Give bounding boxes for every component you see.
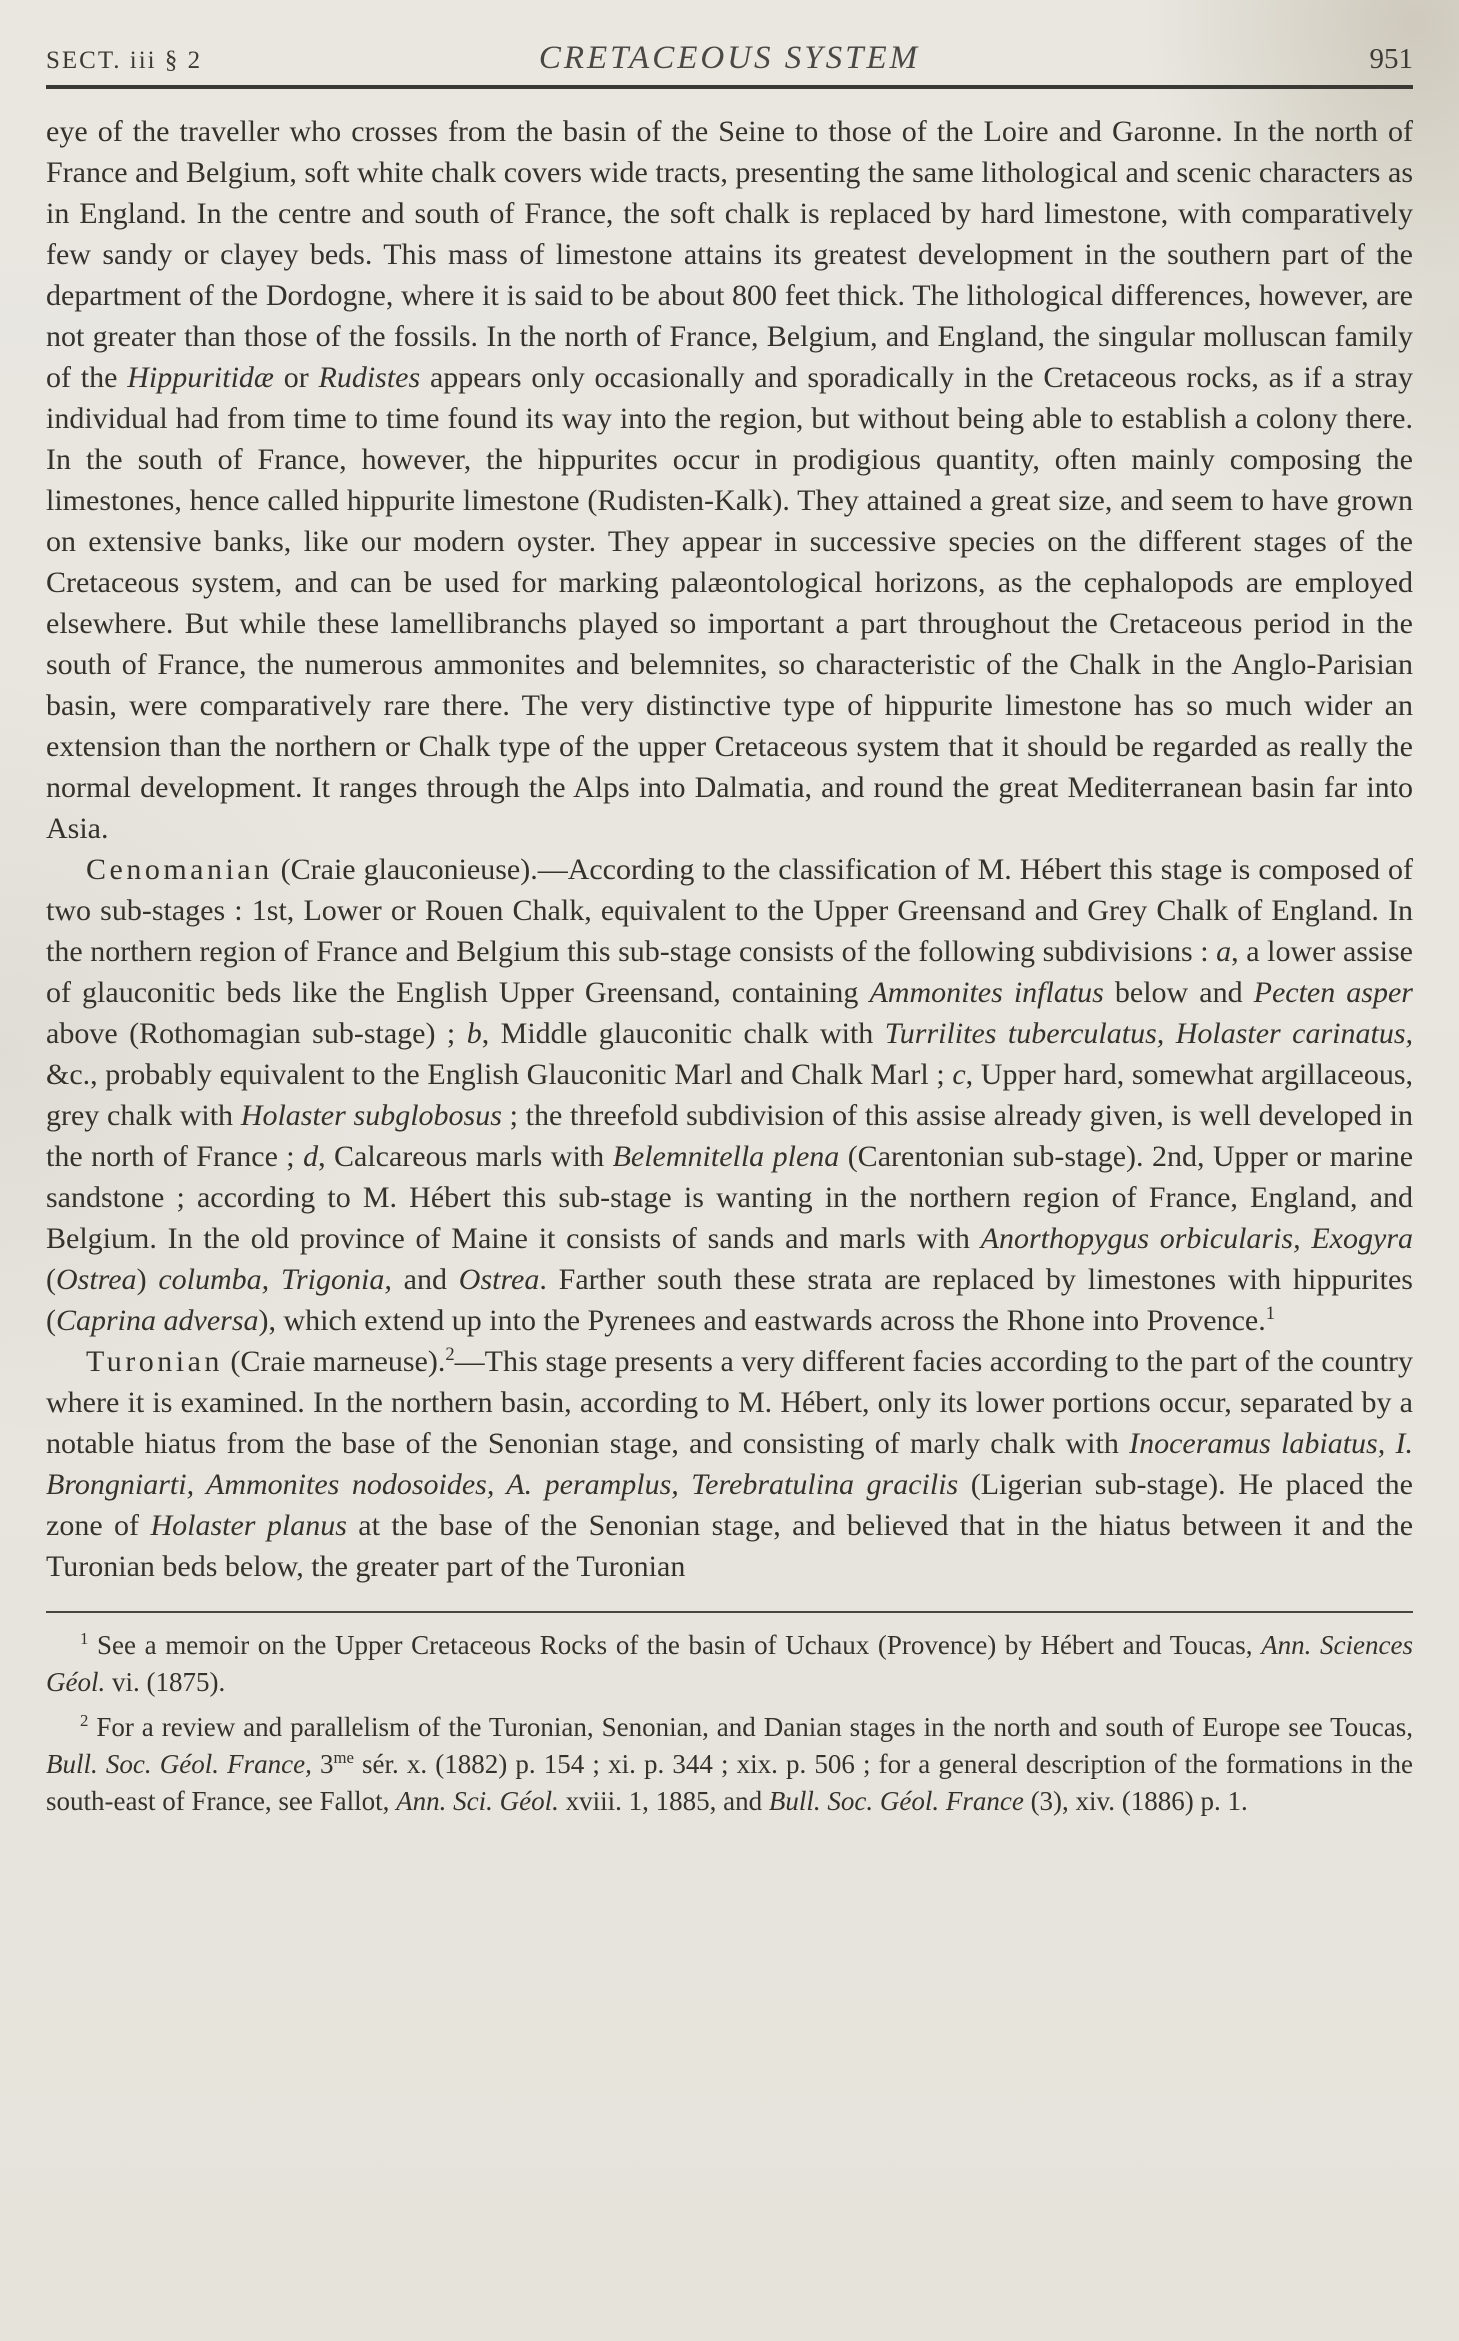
footnote-marker: 1: [1265, 1303, 1276, 1324]
header-rule: [46, 85, 1413, 89]
text-run: Ann. Sciences Géol.: [46, 1630, 1413, 1697]
text-run: eye of the traveller who crosses from the basin of the Seine to those of the Loire and Garonne. In the north of France and Belgium, soft white chalk covers wide tracts, presenting the same lithological and scenic characters as in England. In the centre and south of France, the soft chalk is replaced by hard limestone, with comparatively few sandy or clayey beds. This mass of limestone attains its greatest development in the southern part of the department of the Dordogne, where it is said to be about 800 feet thick. The lithological differences, however, are not greater than those of the fossils. In the north of France, Belgium, and England, the singular molluscan family of the: [46, 115, 1413, 394]
footnote-marker: 2: [445, 1344, 455, 1365]
text-run: above (Rothomagian sub-stage) ;: [46, 1017, 467, 1050]
text-run: Holaster subglobosus: [240, 1099, 502, 1132]
text-run: , Middle glauconitic chalk with: [481, 1017, 885, 1050]
paragraph: [46, 849, 1413, 1341]
text-run: Ostrea: [56, 1263, 137, 1296]
text-run: (Ligerian sub-stage). He placed the zone of: [46, 1468, 1413, 1542]
text-run: , Calcareous marls with: [318, 1140, 613, 1173]
text-run: Caprina adversa: [56, 1304, 259, 1337]
body-text: [46, 111, 1413, 1587]
text-run: Ann. Sci. Géol.: [396, 1786, 559, 1816]
page-header: [46, 40, 1413, 77]
text-run: and: [391, 1263, 459, 1296]
footnote-marker: 2: [80, 1711, 89, 1730]
text-run: (3), xiv. (1886) p. 1.: [1023, 1786, 1248, 1816]
text-run: (: [46, 1263, 56, 1296]
text-run: Ostrea: [458, 1263, 540, 1296]
text-run: Turonian: [86, 1345, 223, 1378]
text-run: vi. (1875).: [105, 1667, 226, 1697]
running-title: CRETACEOUS SYSTEM: [538, 40, 921, 76]
text-run: , a lower assise of glauconitic beds like the English Upper Greensand, containing: [46, 935, 1413, 1009]
text-run: a: [1216, 935, 1232, 968]
footnote: [46, 1709, 1413, 1820]
text-run: b: [466, 1017, 482, 1050]
footnote: [46, 1627, 1413, 1701]
text-run: xviii. 1, 1885, and: [558, 1786, 769, 1816]
text-run: appears only occasionally and sporadically in the Cretaceous rocks, as if a stray individual had from time to time found its way into the region, but without being able to establish a colony there. In the south of France, however, the hippurites occur in prodigious quantity, often mainly composing the limestones, hence called hippurite limestone (Rudisten-Kalk). They attained a great size, and seem to have grown on extensive banks, like our modern oyster. They appear in successive species on the different stages of the Cretaceous system, and can be used for marking palæontological horizons, as the cephalopods are employed elsewhere. But while these lamellibranchs played so important a part throughout the Cretaceous period in the south of France, the numerous ammonites and belemnites, so characteristic of the Chalk in the Anglo-Parisian basin, were comparatively rare there. The very distinctive type of hippurite limestone has so much wider an extension than the northern or Chalk type of the upper Cretaceous system that it should be regarded as really the normal development. It ranges through the Alps into Dalmatia, and round the great Mediterranean basin far into Asia.: [46, 361, 1413, 845]
text-run: Ammonites inflatus: [869, 976, 1104, 1009]
paragraph: [46, 111, 1413, 849]
text-run: (Craie glauconieuse).—According to the classification of M. Hébert this stage is composed of two sub-stages : 1st, Lower or Rouen Chalk, equivalent to the Upper Greensand and Grey Chalk of England. In the northern region of France and Belgium this sub-stage consists of the following subdivisions :: [46, 853, 1413, 968]
text-run: (Carentonian sub-stage). 2nd, Upper or marine sandstone ; according to M. Hébert this sub-stage is wanting in the northern region of France, England, and Belgium. In the old province of Maine it consists of sands and marls with: [46, 1140, 1414, 1255]
text-run: Anorthopygus orbicularis, Exogyra: [980, 1222, 1413, 1255]
text-run: Belemnitella plena: [612, 1140, 840, 1173]
page-number: 951: [1369, 43, 1413, 75]
text-run: at the base of the Senonian stage, and believed that in the hiatus between it and the Turonian beds below, the greater part of the Turonian: [46, 1509, 1414, 1583]
text-run: c: [952, 1058, 966, 1091]
text-run: Bull. Soc. Géol. France,: [46, 1749, 312, 1779]
text-run: Turrilites tuberculatus, Holaster carinatus,: [884, 1017, 1414, 1050]
section-label: SECT. iii § 2: [46, 47, 203, 74]
text-run: Holaster planus: [150, 1509, 347, 1542]
text-run: —This stage presents a very different facies according to the part of the country where it is examined. In the northern basin, according to M. Hébert, only its lower portions occur, separated by a notable hiatus from the base of the Senonian stage, and consisting of marly chalk with: [46, 1345, 1413, 1460]
text-run: Cenomanian: [86, 853, 273, 886]
text-run: 3: [311, 1749, 334, 1779]
text-run: For a review and parallelism of the Turonian, Senonian, and Danian stages in the north and south of Europe see Toucas,: [88, 1712, 1413, 1742]
text-run: or: [273, 361, 319, 394]
text-run: Hippuritidæ: [127, 361, 274, 394]
footnote-marker: 1: [80, 1629, 89, 1648]
text-run: d: [303, 1140, 319, 1173]
text-run: Inoceramus labiatus, I. Brongniarti, Ammonites nodosoides, A. peramplus, Terebratulina gracilis: [46, 1427, 1413, 1501]
text-run: ; the threefold subdivision of this assise already given, is well developed in the north of France ;: [46, 1099, 1413, 1173]
text-run: Bull. Soc. Géol. France: [768, 1786, 1024, 1816]
text-run: Pecten asper: [1253, 976, 1413, 1009]
footnote-marker: me: [333, 1748, 354, 1767]
text-run: ), which extend up into the Pyrenees and eastwards across the Rhone into Provence.: [258, 1304, 1266, 1337]
footnote-divider: [46, 1611, 1413, 1613]
text-run: See a memoir on the Upper Cretaceous Rocks of the basin of Uchaux (Provence) by Hébert and Toucas,: [88, 1630, 1262, 1660]
text-run: (Craie marneuse).: [222, 1345, 446, 1378]
paragraph: [46, 1341, 1413, 1587]
text-run: sér. x. (1882) p. 154 ; xi. p. 344 ; xix. p. 506 ; for a general description of the formations in the south-east of France, see Fallot,: [46, 1749, 1413, 1816]
text-run: columba, Trigonia,: [158, 1263, 392, 1296]
text-run: , Upper hard, somewhat argillaceous, grey chalk with: [46, 1058, 1413, 1132]
text-run: Rudistes: [318, 361, 421, 394]
footnotes: [46, 1627, 1413, 1820]
text-run: &c., probably equivalent to the English Glauconitic Marl and Chalk Marl ;: [46, 1058, 953, 1091]
text-run: . Farther south these strata are replaced by limestones with hippurites (: [46, 1263, 1413, 1337]
text-run: ): [136, 1263, 159, 1296]
text-run: below and: [1103, 976, 1254, 1009]
